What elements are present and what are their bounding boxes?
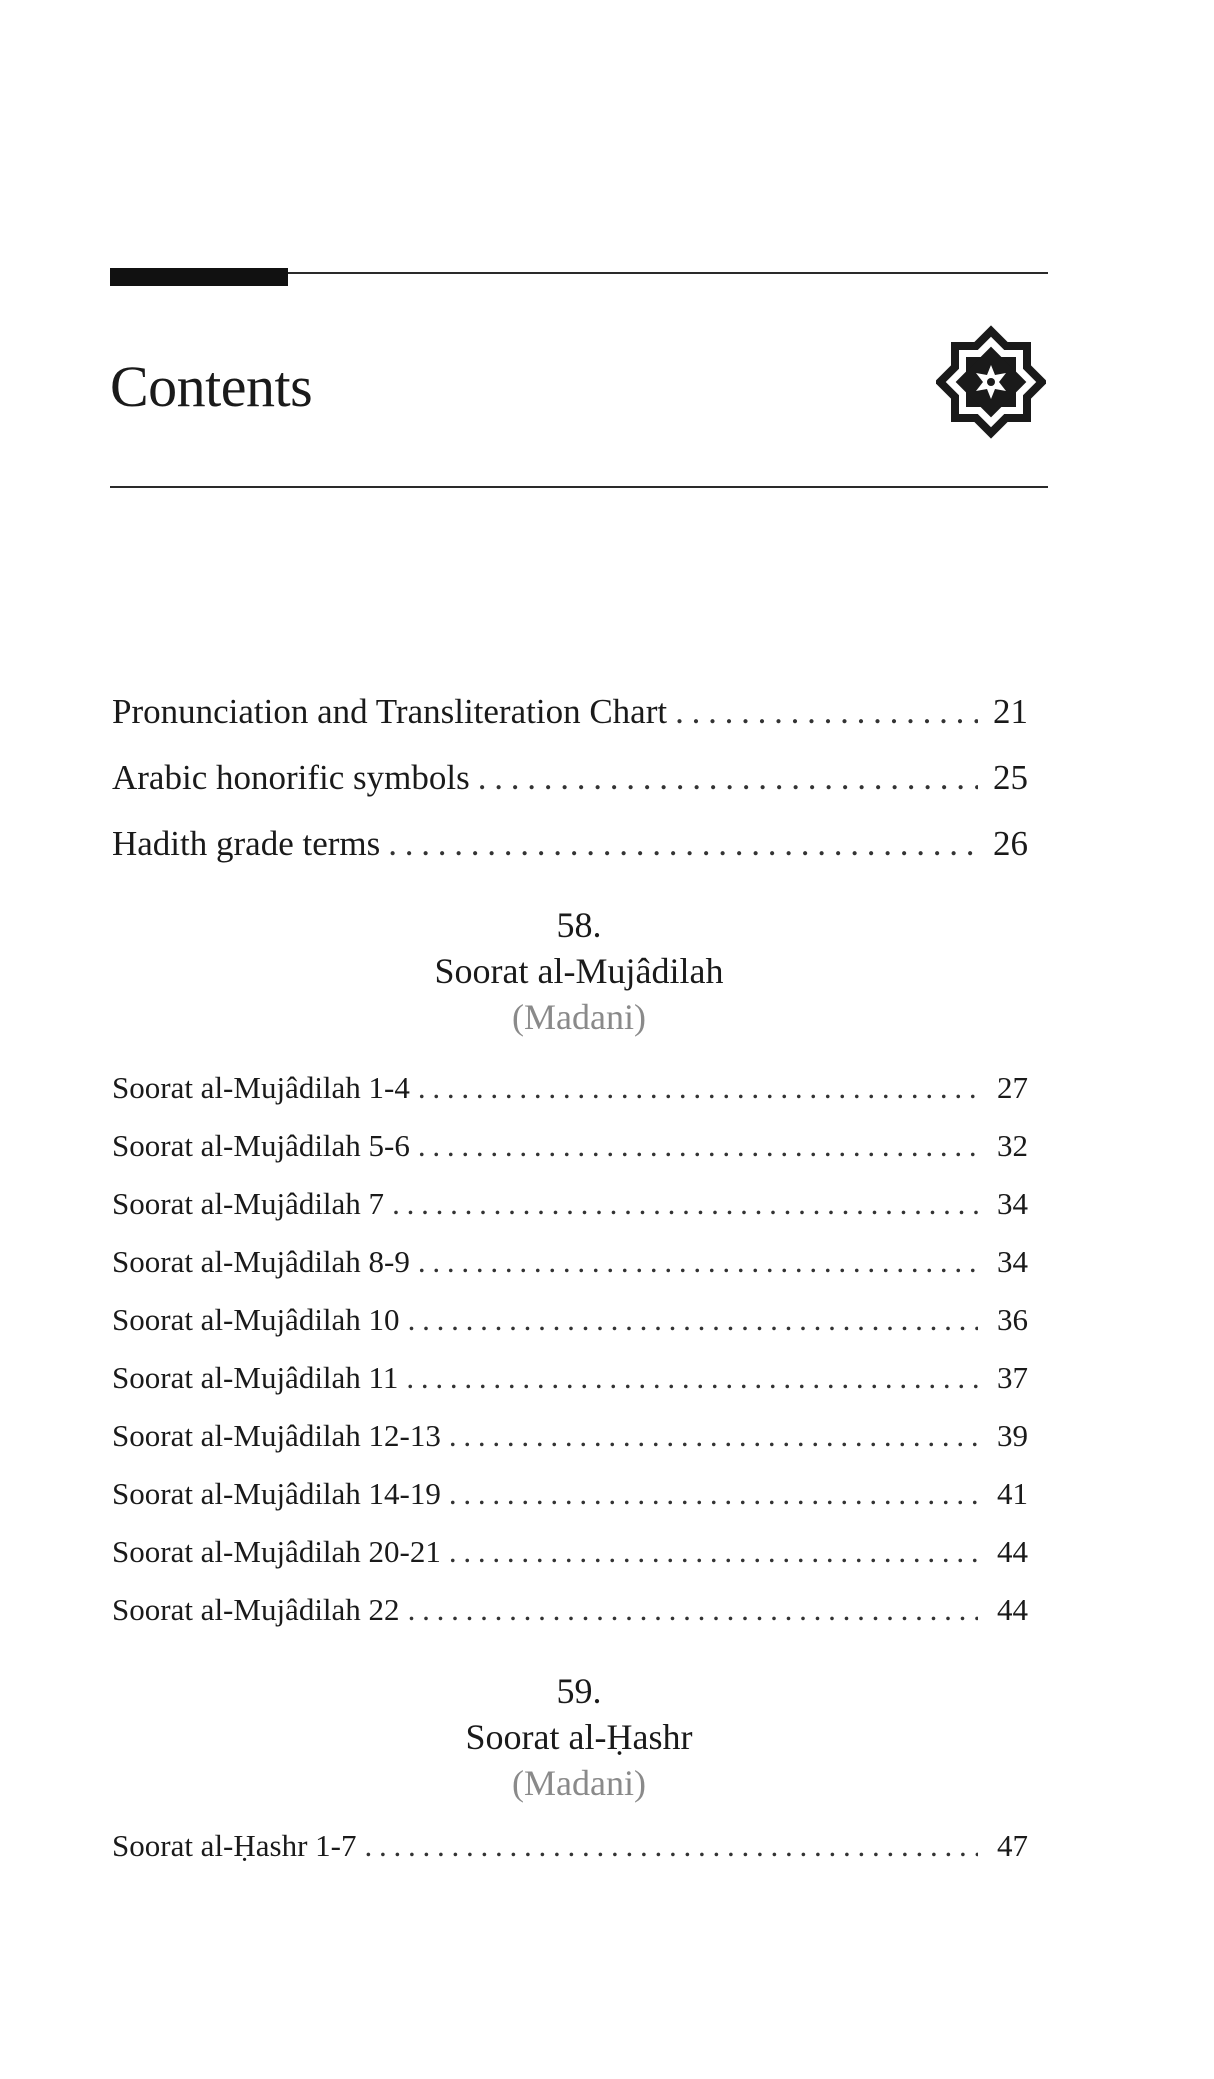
toc-entry-label: Soorat al-Mujâdilah 12-13	[112, 1418, 441, 1453]
toc-entry-label: Soorat al-Mujâdilah 20-21	[112, 1534, 441, 1569]
toc-page-number: 27	[997, 1070, 1028, 1105]
leader-dots	[418, 1068, 978, 1108]
toc-page-number: 37	[997, 1360, 1028, 1395]
surah-name: Soorat al-Mujâdilah	[434, 951, 724, 991]
leader-dots	[406, 1358, 978, 1398]
toc-page-number: 47	[997, 1828, 1028, 1863]
toc-entry-label: Soorat al-Mujâdilah 22	[112, 1592, 400, 1627]
toc-page-number: 26	[993, 824, 1028, 863]
toc-row[interactable]	[112, 1474, 1028, 1514]
toc-page-number: 39	[997, 1418, 1028, 1453]
leader-dots	[365, 1826, 979, 1866]
toc-page-number: 44	[997, 1534, 1028, 1569]
toc-row[interactable]	[112, 822, 1028, 866]
leader-dots	[449, 1532, 978, 1572]
leader-dots	[418, 1126, 978, 1166]
toc-row[interactable]	[112, 1126, 1028, 1166]
page-title: Contents	[110, 354, 313, 419]
toc-entry-label: Soorat al-Mujâdilah 5-6	[112, 1128, 410, 1163]
leader-dots	[478, 756, 978, 800]
toc-row[interactable]	[112, 690, 1028, 734]
header-rule-accent-bar	[110, 268, 288, 286]
leader-dots	[675, 690, 978, 734]
heading-divider	[110, 486, 1048, 488]
toc-entry-label: Soorat al-Mujâdilah 8-9	[112, 1244, 410, 1279]
leader-dots	[418, 1242, 978, 1282]
toc-row[interactable]	[112, 1590, 1028, 1630]
toc-entry-label: Soorat al-Ḥashr 1-7	[112, 1828, 357, 1863]
surah-heading	[110, 1668, 1048, 1806]
toc-page-number: 32	[997, 1128, 1028, 1163]
toc-row[interactable]	[112, 1358, 1028, 1398]
leader-dots	[388, 822, 978, 866]
toc-row[interactable]	[112, 756, 1028, 800]
toc-entry-label: Soorat al-Mujâdilah 11	[112, 1360, 399, 1395]
toc-row[interactable]	[112, 1416, 1028, 1456]
toc-page-number: 25	[993, 758, 1028, 797]
surah-name: Soorat al-Ḥashr	[465, 1717, 693, 1757]
toc-row[interactable]	[112, 1242, 1028, 1282]
surah-heading	[110, 902, 1048, 1040]
surah-revelation-type: (Madani)	[512, 1763, 646, 1803]
toc-entry-label: Pronunciation and Transliteration Chart	[112, 692, 668, 731]
toc-row[interactable]	[112, 1300, 1028, 1340]
toc-entry-label: Soorat al-Mujâdilah 1-4	[112, 1070, 410, 1105]
surah-revelation-type: (Madani)	[512, 997, 646, 1037]
toc-page-number: 34	[997, 1244, 1028, 1279]
toc-page-number: 21	[993, 692, 1028, 731]
eight-point-star-ornament-icon	[936, 320, 1046, 444]
toc-row[interactable]	[112, 1532, 1028, 1572]
leader-dots	[449, 1474, 978, 1514]
leader-dots	[408, 1300, 978, 1340]
toc-entry-label: Hadith grade terms	[112, 824, 381, 863]
toc-entry-label: Soorat al-Mujâdilah 7	[112, 1186, 385, 1221]
leader-dots	[392, 1184, 978, 1224]
surah-number: 58.	[556, 905, 602, 945]
toc-entry-label: Soorat al-Mujâdilah 14-19	[112, 1476, 441, 1511]
toc-page-number: 44	[997, 1592, 1028, 1627]
toc-page-number: 41	[997, 1476, 1028, 1511]
leader-dots	[408, 1590, 978, 1630]
surah-number: 59.	[556, 1671, 602, 1711]
toc-row[interactable]	[112, 1826, 1028, 1866]
toc-entry-label: Soorat al-Mujâdilah 10	[112, 1302, 400, 1337]
leader-dots	[449, 1416, 978, 1456]
toc-entry-label: Arabic honorific symbols	[112, 758, 470, 797]
toc-page-number: 34	[997, 1186, 1028, 1221]
toc-row[interactable]	[112, 1068, 1028, 1108]
toc-page-number: 36	[997, 1302, 1028, 1337]
toc-row[interactable]	[112, 1184, 1028, 1224]
